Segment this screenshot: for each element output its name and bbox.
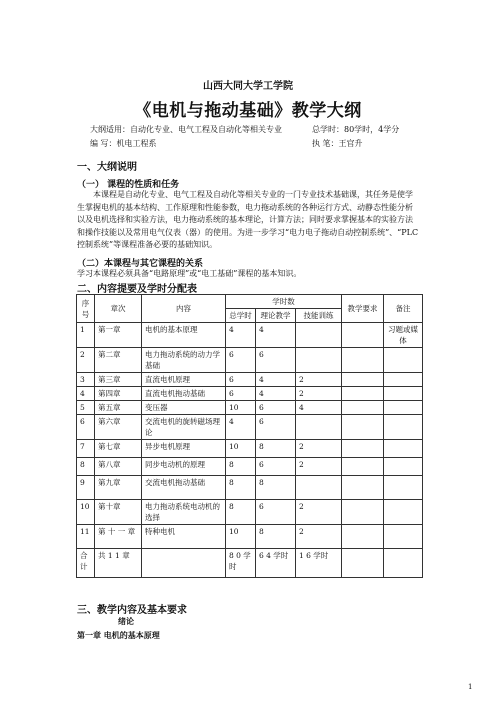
cell-skill: 2 xyxy=(296,373,342,387)
cell-note xyxy=(384,476,423,500)
cell-chapter: 第八章 xyxy=(95,458,142,476)
cell-seq: 10 xyxy=(77,500,95,525)
cell-content: 电力拖动系统电动机的选择 xyxy=(142,500,226,525)
cell-note xyxy=(384,440,423,458)
section1-sub2: （二）本课程与其它课程的关系 xyxy=(77,259,204,269)
cell-seq: 7 xyxy=(77,440,95,458)
hours-text: 总学时：80学时，4学分 xyxy=(312,125,400,134)
cell-content: 交流电机的旋转磁场理论 xyxy=(142,415,226,440)
header-theory: 理论教学 xyxy=(256,309,296,323)
cell-total: 8 xyxy=(226,500,256,525)
cell-total: 10 xyxy=(226,401,256,415)
cell-seq: 1 xyxy=(77,323,95,348)
section1-sub1: （一） 课程的性质和任务 xyxy=(77,180,180,190)
cell-theory: 6 xyxy=(256,415,296,440)
cell-content: 电力拖动系统的动力学基础 xyxy=(142,348,226,373)
table-row xyxy=(77,476,423,500)
cell-chapter: 第四章 xyxy=(95,387,142,401)
cell-chapter: 第十章 xyxy=(95,500,142,525)
cell-seq: 11 xyxy=(77,525,95,549)
section1-para1: 本课程是自动化专业、电气工程及自动化等相关专业的一门专业技术基础课，其任务是使学生掌握电机的基本结构、工作原理和性能参数，电力拖动系统的各种运行方式、动静态性能分析以及电机选择和实验方法，电力拖动系统的基本理论，计算方法；同时要求掌握基本的实验方法和操作技能以及常用电气仪表（器）的使用。为进一步学习“电力电子拖动自动控制系统”、“PLC控制系统”等课程准备必要的基础知识。 xyxy=(77,190,419,249)
cell-skill xyxy=(296,348,342,373)
cell-theory: 8 xyxy=(256,525,296,549)
table-sum-row xyxy=(77,549,423,578)
header-note: 备注 xyxy=(384,295,423,323)
cell-skill: 1 6 学时 xyxy=(296,549,342,578)
table-row xyxy=(77,458,423,476)
cell-note xyxy=(384,500,423,525)
table-row xyxy=(77,440,423,458)
page-number: 1 xyxy=(468,683,473,691)
cell-content: 交流电机拖动基础 xyxy=(142,476,226,500)
table-row xyxy=(77,401,423,415)
cell-seq: 8 xyxy=(77,458,95,476)
cell-chapter: 第五章 xyxy=(95,401,142,415)
table-row xyxy=(77,387,423,401)
cell-chapter: 第六章 xyxy=(95,415,142,440)
cell-note xyxy=(384,458,423,476)
cell-content: 特种电机 xyxy=(142,525,226,549)
cell-note xyxy=(384,549,423,578)
cell-theory: 6 xyxy=(256,500,296,525)
cell-content: 异步电机原理 xyxy=(142,440,226,458)
cell-chapter: 第 十 一 章 xyxy=(95,525,142,549)
cell-total: 4 xyxy=(226,415,256,440)
table-row xyxy=(77,373,423,387)
cell-theory: 6 4 学时 xyxy=(256,549,296,578)
section1-para2: 学习本课程必须具备“电路原理”或“电工基础”课程的基本知识。 xyxy=(77,269,302,278)
cell-req xyxy=(342,373,384,387)
section1-heading: 一、大纲说明 xyxy=(77,162,137,173)
cell-note xyxy=(384,401,423,415)
cell-theory: 6 xyxy=(256,458,296,476)
cell-req xyxy=(342,500,384,525)
school-name: 山西大同大学工学院 xyxy=(203,81,293,92)
cell-skill: 2 xyxy=(296,500,342,525)
cell-content: 变压器 xyxy=(142,401,226,415)
cell-total: 8 xyxy=(226,476,256,500)
header-seq: 序号 xyxy=(77,295,95,323)
cell-chapter: 共 1 1 章 xyxy=(95,549,142,578)
cell-req xyxy=(342,525,384,549)
cell-theory: 8 xyxy=(256,440,296,458)
cell-skill xyxy=(296,415,342,440)
cell-theory: 4 xyxy=(256,387,296,401)
cell-req xyxy=(342,476,384,500)
cell-content xyxy=(142,549,226,578)
cell-note xyxy=(384,348,423,373)
cell-total: 6 xyxy=(226,373,256,387)
cell-seq: 6 xyxy=(77,415,95,440)
cell-req xyxy=(342,323,384,348)
cell-skill: 2 xyxy=(296,440,342,458)
cell-seq: 4 xyxy=(77,387,95,401)
table-row xyxy=(77,525,423,549)
document-title: 《电机与拖动基础》教学大纲 xyxy=(134,101,362,121)
cell-req xyxy=(342,348,384,373)
cell-req xyxy=(342,415,384,440)
cell-total: 4 xyxy=(226,323,256,348)
cell-chapter: 第三章 xyxy=(95,373,142,387)
section3-heading: 三、教学内容及基本要求 xyxy=(77,605,187,616)
cell-content: 直流电机原理 xyxy=(142,373,226,387)
header-total: 总学时 xyxy=(226,309,256,323)
header-hours: 学时数 xyxy=(226,295,342,309)
cell-req xyxy=(342,549,384,578)
cell-note xyxy=(384,373,423,387)
table-row xyxy=(77,348,423,373)
cell-note xyxy=(384,525,423,549)
cell-seq: 合计 xyxy=(77,549,95,578)
cell-skill xyxy=(296,323,342,348)
author-text: 执 笔：王官升 xyxy=(312,139,363,148)
cell-content: 电机的基本原理 xyxy=(142,323,226,348)
intro-label: 绪论 xyxy=(118,616,134,626)
cell-seq: 9 xyxy=(77,476,95,500)
cell-skill: 2 xyxy=(296,525,342,549)
cell-theory: 6 xyxy=(256,348,296,373)
chapter1-heading: 第一章 电机的基本原理 xyxy=(77,630,160,640)
cell-theory: 4 xyxy=(256,323,296,348)
header-skill: 技能训练 xyxy=(296,309,342,323)
cell-total: 10 xyxy=(226,440,256,458)
cell-req xyxy=(342,401,384,415)
cell-seq: 2 xyxy=(77,348,95,373)
header-content: 内容 xyxy=(142,295,226,323)
table-row xyxy=(77,415,423,440)
editor-text: 编 写：机电工程系 xyxy=(90,139,157,148)
scope-text: 大纲适用：自动化专业、电气工程及自动化等相关专业 xyxy=(90,125,282,134)
cell-seq: 5 xyxy=(77,401,95,415)
cell-content: 直流电机拖动基础 xyxy=(142,387,226,401)
cell-req xyxy=(342,387,384,401)
header-req: 教学要求 xyxy=(342,295,384,323)
cell-total: 8 0 学时 xyxy=(226,549,256,578)
cell-note xyxy=(384,387,423,401)
hours-table xyxy=(76,294,423,578)
cell-theory: 4 xyxy=(256,373,296,387)
cell-skill xyxy=(296,476,342,500)
cell-chapter: 第七章 xyxy=(95,440,142,458)
cell-seq: 3 xyxy=(77,373,95,387)
cell-skill: 2 xyxy=(296,387,342,401)
cell-skill: 2 xyxy=(296,458,342,476)
header-chapter: 章次 xyxy=(95,295,142,323)
cell-skill: 4 xyxy=(296,401,342,415)
cell-chapter: 第一章 xyxy=(95,323,142,348)
cell-chapter: 第二章 xyxy=(95,348,142,373)
cell-total: 6 xyxy=(226,387,256,401)
cell-chapter: 第九章 xyxy=(95,476,142,500)
cell-total: 8 xyxy=(226,458,256,476)
cell-content: 同步电动机的原理 xyxy=(142,458,226,476)
cell-req xyxy=(342,440,384,458)
table-row xyxy=(77,323,423,348)
cell-total: 6 xyxy=(226,348,256,373)
cell-note xyxy=(384,415,423,440)
section2-heading: 二、内容提要及学时分配表 xyxy=(77,284,197,295)
cell-total: 10 xyxy=(226,525,256,549)
cell-req xyxy=(342,458,384,476)
cell-theory: 8 xyxy=(256,476,296,500)
table-row xyxy=(77,500,423,525)
cell-note: 习题或媒体 xyxy=(384,323,423,348)
cell-theory: 6 xyxy=(256,401,296,415)
